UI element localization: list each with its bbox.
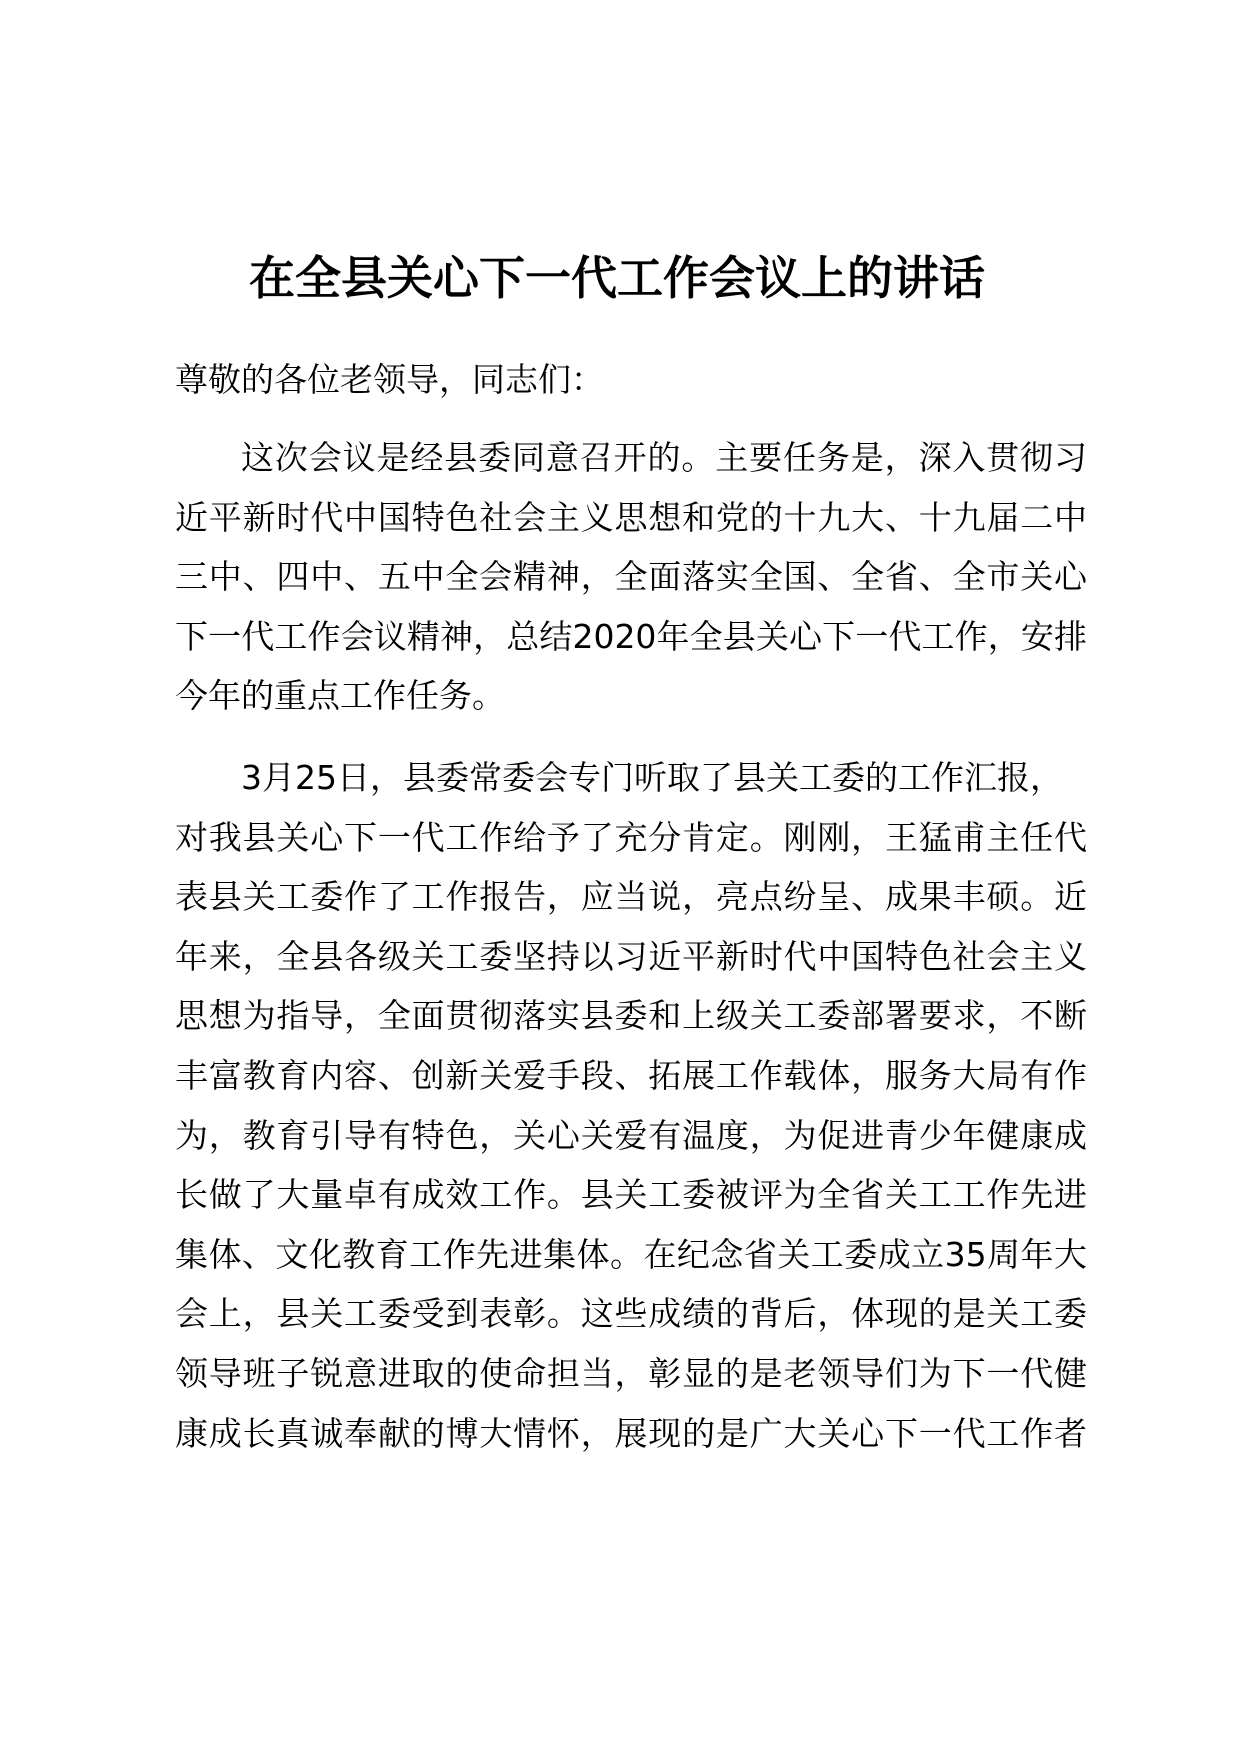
paragraph-line: 集体、文化教育工作先进集体。在纪念省关工委成立35周年大 bbox=[175, 1234, 1087, 1274]
paragraph-line: 今年的重点工作任务。 bbox=[175, 676, 505, 716]
paragraph-line: 长做了大量卓有成效工作。县关工委被评为全省关工工作先进 bbox=[175, 1175, 1087, 1215]
paragraph-line: 会上，县关工委受到表彰。这些成绩的背后，体现的是关工委 bbox=[175, 1294, 1087, 1334]
paragraph-line: 近平新时代中国特色社会主义思想和党的十九大、十九届二中 bbox=[175, 497, 1087, 537]
paragraph-line: 表县关工委作了工作报告，应当说，亮点纷呈、成果丰硕。近 bbox=[175, 877, 1087, 917]
paragraph-2 bbox=[175, 748, 1087, 1463]
paragraph-line: 思想为指导，全面贯彻落实县委和上级关工委部署要求，不断 bbox=[175, 996, 1087, 1036]
paragraph-line: 3月25日，县委常委会专门听取了县关工委的工作汇报， bbox=[241, 758, 1063, 797]
paragraph-line: 丰富教育内容、创新关爱手段、拓展工作载体，服务大局有作 bbox=[175, 1055, 1087, 1095]
paragraph-line: 为，教育引导有特色，关心关爱有温度，为促进青少年健康成 bbox=[175, 1115, 1087, 1155]
paragraph-line: 领导班子锐意进取的使命担当，彰显的是老领导们为下一代健 bbox=[175, 1353, 1087, 1393]
paragraph-line: 这次会议是经县委同意召开的。主要任务是，深入贯彻习 bbox=[241, 438, 1087, 477]
paragraph-line: 康成长真诚奉献的博大情怀，展现的是广大关心下一代工作者 bbox=[175, 1413, 1087, 1453]
document-title: 在全县关心下一代工作会议上的讲话 bbox=[249, 251, 985, 305]
paragraph-line: 对我县关心下一代工作给予了充分肯定。刚刚，王猛甫主任代 bbox=[175, 817, 1087, 857]
paragraph-line: 三中、四中、五中全会精神，全面落实全国、全省、全市关心 bbox=[175, 557, 1087, 597]
paragraph-line: 年来，全县各级关工委坚持以习近平新时代中国特色社会主义 bbox=[175, 936, 1087, 976]
salutation: 尊敬的各位老领导，同志们： bbox=[175, 360, 604, 399]
paragraph-1 bbox=[175, 428, 1087, 726]
paragraph-line: 下一代工作会议精神，总结2020年全县关心下一代工作，安排 bbox=[175, 616, 1087, 656]
